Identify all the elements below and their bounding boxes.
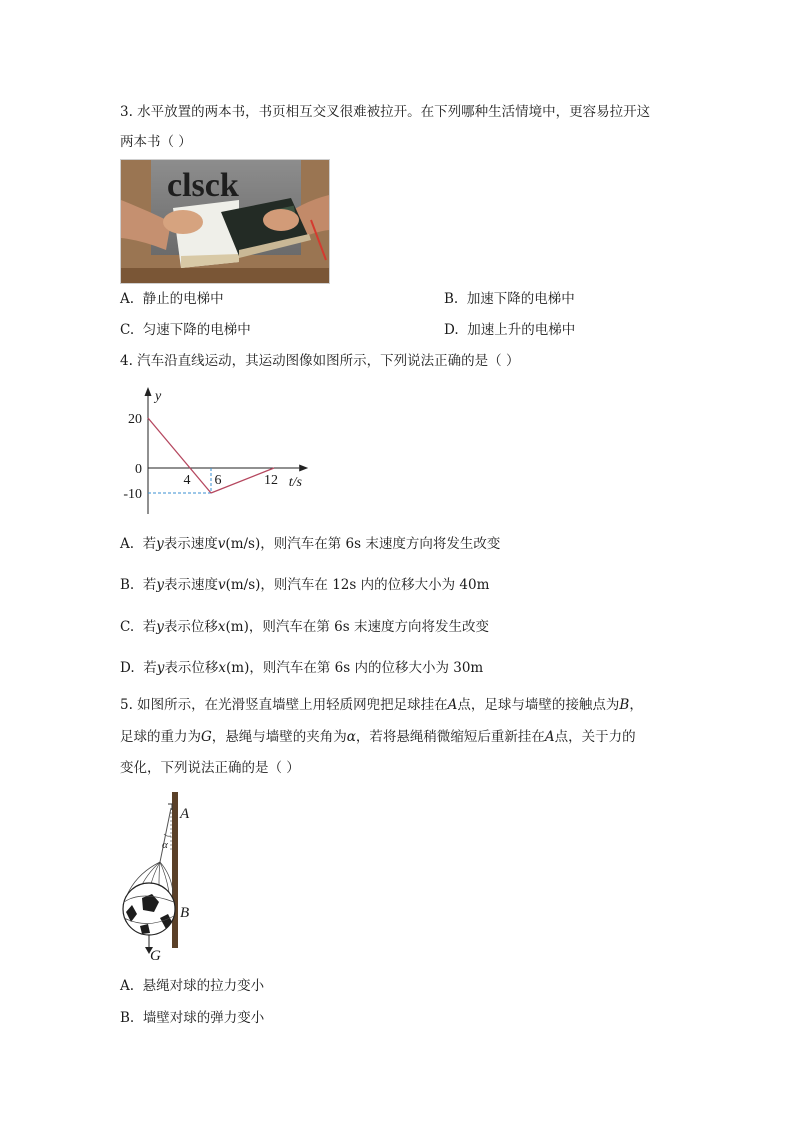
q4-motion-graph (112, 382, 312, 518)
x-tick-label-1: 6 (214, 473, 222, 488)
q4-option-b[interactable]: B. 若y表示速度v(m/s)，则汽车在 12s 内的位移大小为 40m (120, 577, 490, 593)
q4-option-c[interactable]: C. 若y表示位移x(m)，则汽车在第 6s 末速度方向将发生改变 (120, 619, 489, 635)
label-g: G (150, 948, 161, 962)
y-tick-label-0: 20 (128, 412, 142, 427)
q5-stem-line2: 足球的重力为G，悬绳与墙壁的夹角为α，若将悬绳稍微缩短后重新挂在A点，关于力的 (120, 729, 636, 745)
x-axis-label: t/s (288, 475, 302, 490)
q5-stem-line3: 变化，下列说法正确的是（ ） (120, 760, 300, 776)
label-b: B (180, 905, 190, 921)
q3-option-a[interactable]: A. 静止的电梯中 (120, 291, 224, 307)
label-alpha: α (162, 839, 168, 851)
q5-option-b[interactable]: B. 墙壁对球的弹力变小 (120, 1010, 265, 1026)
y-axis-arrow-icon (145, 387, 152, 396)
q5-stem-line1: 5. 如图所示，在光滑竖直墙壁上用轻质网兜把足球挂在A点，足球与墙壁的接触点为B， (120, 697, 643, 713)
q4-option-d[interactable]: D. 若y表示位移x(m)，则汽车在第 6s 内的位移大小为 30m (120, 660, 484, 676)
q3-option-b[interactable]: B. 加速下降的电梯中 (444, 291, 575, 307)
q3-option-d[interactable]: D. 加速上升的电梯中 (444, 322, 576, 338)
label-a: A (180, 806, 190, 822)
soccer-ball-icon (123, 883, 175, 935)
q3-stem-line2: 两本书（ ） (120, 134, 192, 150)
wall (172, 792, 178, 948)
series-segment-1 (148, 418, 190, 468)
x-tick-label-2: 12 (264, 473, 278, 488)
q3-books-photo (120, 159, 330, 284)
q5-option-a[interactable]: A. 悬绳对球的拉力变小 (120, 978, 265, 994)
x-tick-label-0: 4 (183, 473, 191, 488)
q4-option-a[interactable]: A. 若y表示速度v(m/s)，则汽车在第 6s 末速度方向将发生改变 (120, 536, 501, 552)
q3-stem-line1: 3. 水平放置的两本书，书页相互交叉很难被拉开。在下列哪种生活情境中，更容易拉开这 (120, 104, 651, 120)
x-axis-arrow-icon (299, 465, 308, 472)
q4-stem: 4. 汽车沿直线运动，其运动图像如图所示，下列说法正确的是（ ） (120, 353, 520, 369)
q5-ball-wall-figure (112, 790, 202, 966)
photo-shirt-text: clsck (167, 167, 239, 204)
y-tick-label-1: 0 (135, 462, 142, 477)
y-axis-label: y (155, 389, 162, 404)
y-tick-label-2: -10 (123, 487, 142, 502)
series-segment-2 (190, 468, 211, 493)
q3-option-c[interactable]: C. 匀速下降的电梯中 (120, 322, 251, 338)
